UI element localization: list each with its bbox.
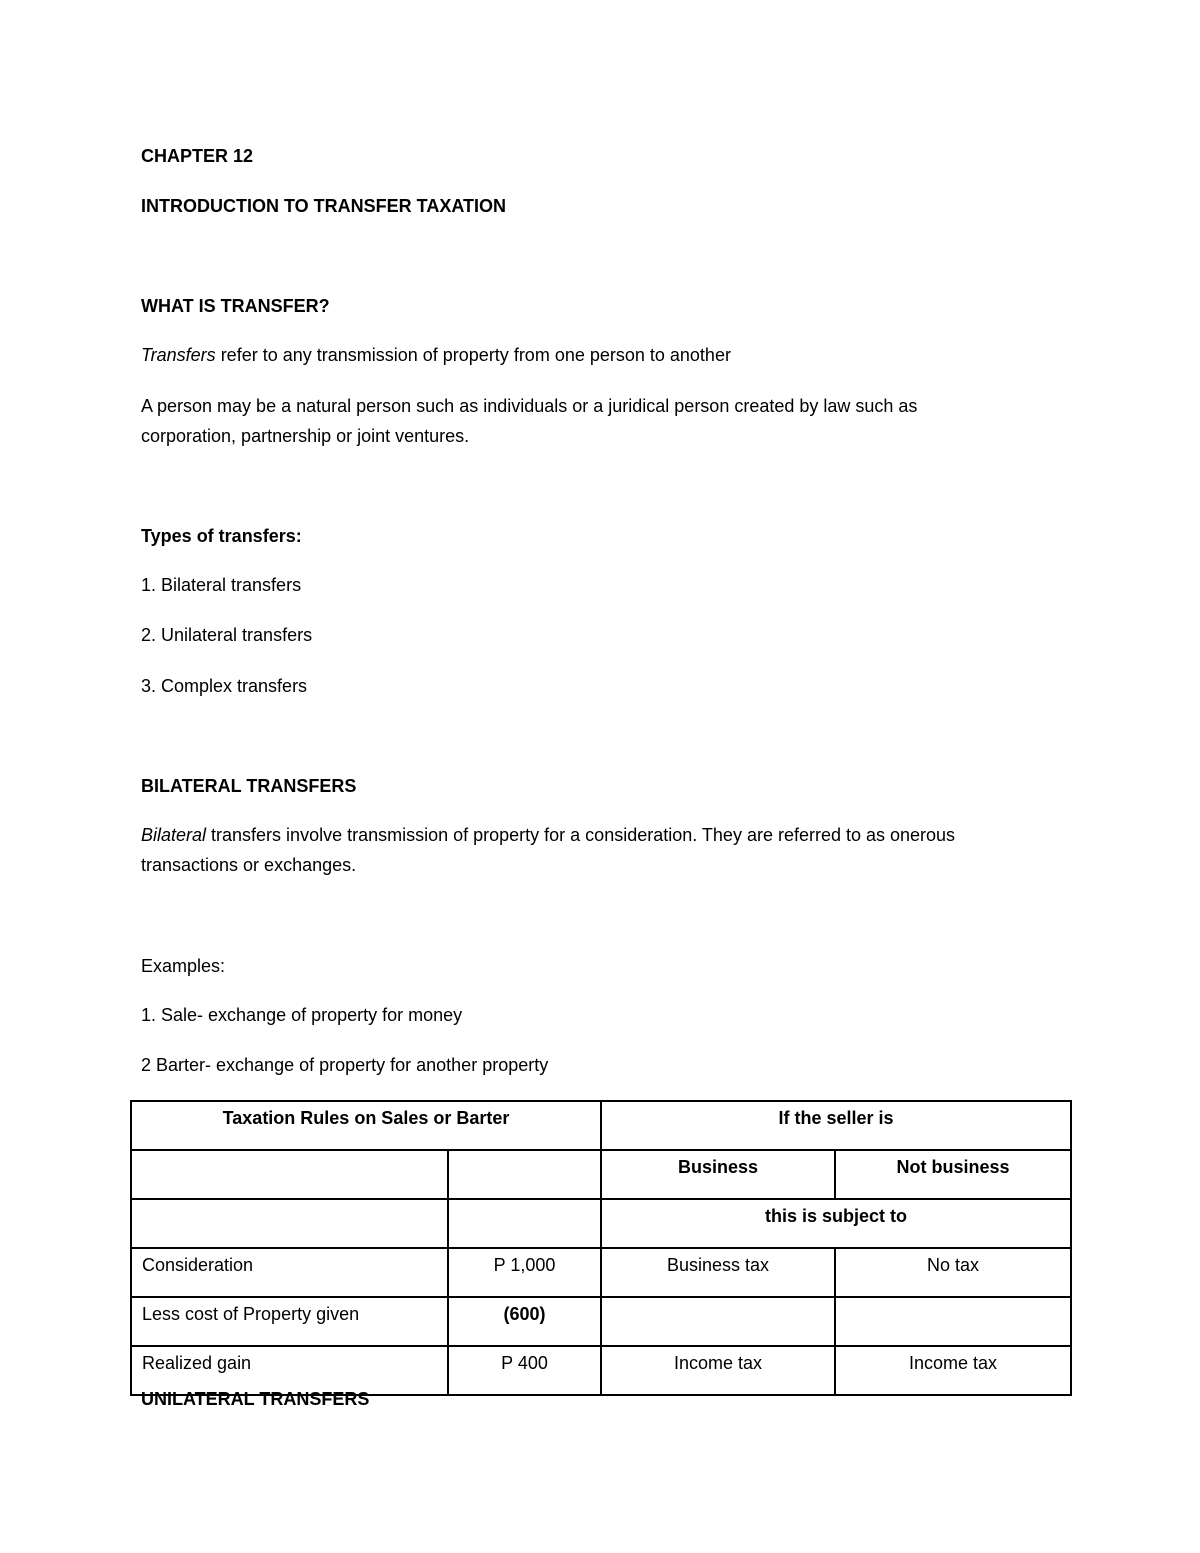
unilateral-heading: UNILATERAL TRANSFERS	[141, 1389, 370, 1409]
table-row-amount: (600)	[448, 1297, 601, 1346]
what-is-transfer-heading: WHAT IS TRANSFER?	[141, 296, 330, 316]
table-col-not-business: Not business	[835, 1150, 1071, 1199]
table-row-not-business: Income tax	[835, 1346, 1071, 1395]
bilateral-paragraph-text: transfers involve transmission of property for a consideration. They are referred to as onerous	[206, 825, 956, 845]
chapter-label: CHAPTER 12	[141, 146, 254, 166]
table-row-label: Less cost of Property given	[131, 1297, 448, 1346]
transfer-definition-term: Transfers	[141, 345, 216, 365]
bilateral-paragraph-line-2: transactions or exchanges.	[141, 855, 357, 875]
table-row-amount: P 400	[448, 1346, 601, 1395]
table-row	[131, 1248, 1071, 1297]
table-row-business: Income tax	[601, 1346, 835, 1395]
chapter-title: INTRODUCTION TO TRANSFER TAXATION	[141, 196, 506, 216]
person-paragraph-line-1: A person may be a natural person such as individuals or a juridical person created by law such as	[141, 396, 918, 416]
table-row-business: Business tax	[601, 1248, 835, 1297]
table-cell-empty	[448, 1199, 601, 1248]
table-row-seller-types	[131, 1150, 1071, 1199]
table-subject-to: this is subject to	[601, 1199, 1071, 1248]
examples-heading: Examples:	[141, 956, 226, 976]
table-row-not-business: No tax	[835, 1248, 1071, 1297]
types-item-complex: 3. Complex transfers	[141, 676, 308, 696]
table-header-row	[131, 1101, 1071, 1150]
example-item-sale: 1. Sale- exchange of property for money	[141, 1005, 463, 1025]
table-header-rules: Taxation Rules on Sales or Barter	[131, 1101, 601, 1150]
table-header-seller: If the seller is	[601, 1101, 1071, 1150]
types-item-unilateral: 2. Unilateral transfers	[141, 625, 313, 645]
person-paragraph-line-2: corporation, partnership or joint ventures.	[141, 426, 470, 446]
types-heading: Types of transfers:	[141, 526, 302, 546]
example-item-barter: 2 Barter- exchange of property for another property	[141, 1055, 549, 1075]
table-row-not-business	[835, 1297, 1071, 1346]
transfer-definition-text: refer to any transmission of property from one person to another	[215, 345, 731, 365]
types-item-bilateral: 1. Bilateral transfers	[141, 575, 302, 595]
bilateral-heading: BILATERAL TRANSFERS	[141, 776, 357, 796]
table-cell-empty	[131, 1199, 448, 1248]
table-cell-empty	[131, 1150, 448, 1199]
table-row-business	[601, 1297, 835, 1346]
table-row-amount: P 1,000	[448, 1248, 601, 1297]
table-row-label: Consideration	[131, 1248, 448, 1297]
table-row-subject-to	[131, 1199, 1071, 1248]
bilateral-term: Bilateral	[141, 825, 207, 845]
table-row-label: Realized gain	[131, 1346, 448, 1395]
table-cell-empty	[448, 1150, 601, 1199]
taxation-rules-table	[130, 1100, 1072, 1396]
table-row	[131, 1297, 1071, 1346]
table-col-business: Business	[601, 1150, 835, 1199]
transfer-definition	[141, 343, 731, 367]
bilateral-paragraph-line-1	[141, 823, 955, 847]
